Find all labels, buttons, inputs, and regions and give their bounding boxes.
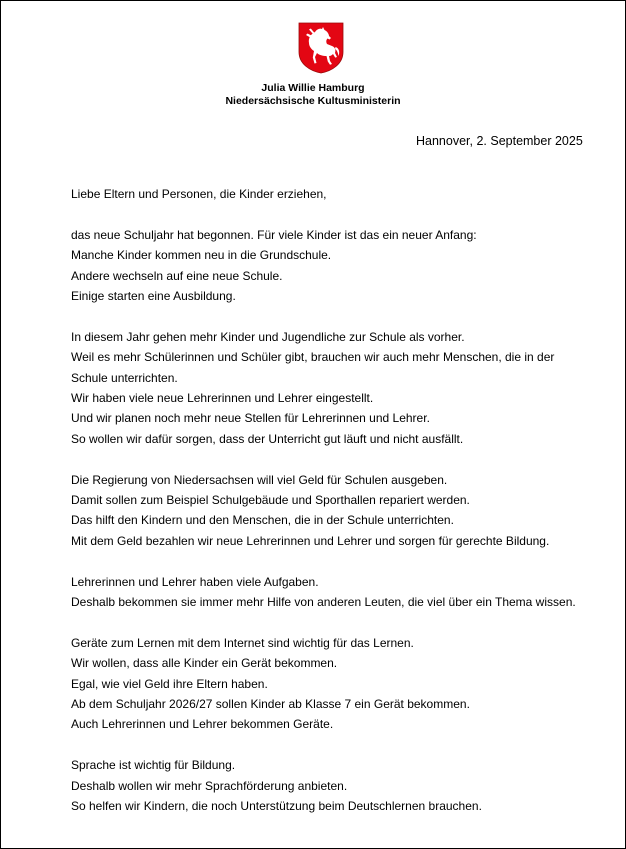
paragraph-line: Deshalb wollen wir mehr Sprachförderung anbieten. — [71, 778, 348, 793]
paragraph-line: Mit dem Geld bezahlen wir neue Lehrerinnen und Lehrer und sorgen für gerechte Bildung. — [71, 533, 550, 548]
paragraph-line: Andere wechseln auf eine neue Schule. — [71, 268, 283, 283]
paragraph-line: Manche Kinder kommen neu in die Grundschule. — [71, 248, 332, 263]
paragraph-line: Sprache ist wichtig für Bildung. — [71, 758, 236, 773]
salutation: Liebe Eltern und Personen, die Kinder erziehen, — [71, 187, 327, 201]
paragraph-line: Wir haben viele neue Lehrerinnen und Lehrer eingestellt. — [71, 391, 374, 406]
paragraph-line: Geräte zum Lernen mit dem Internet sind wichtig für das Lernen. — [71, 635, 414, 650]
lower-saxony-horse-crest-icon — [298, 22, 344, 74]
paragraph-line: Die Regierung von Niedersachsen will viel Geld für Schulen ausgeben. — [71, 472, 448, 487]
paragraph-line: das neue Schuljahr hat begonnen. Für viele Kinder ist das ein neuer Anfang: — [71, 227, 477, 242]
paragraph-line: Egal, wie viel Geld ihre Eltern haben. — [71, 676, 268, 691]
paragraph-line: Ab dem Schuljahr 2026/27 sollen Kinder ab Klasse 7 ein Gerät bekommen. — [71, 697, 470, 712]
paragraph-line: Weil es mehr Schülerinnen und Schüler gibt, brauchen wir auch mehr Menschen, die in der — [71, 350, 555, 365]
paragraph-line: Einige starten eine Ausbildung. — [71, 289, 236, 304]
letter-body — [71, 184, 616, 817]
paragraph-line: Auch Lehrerinnen und Lehrer bekommen Geräte. — [71, 717, 334, 732]
paragraph-line: Schule unterrichten. — [71, 370, 178, 385]
paragraph-line: Das hilft den Kindern und den Menschen, die in der Schule unterrichten. — [71, 513, 454, 528]
letter-date: Hannover, 2. September 2025 — [416, 134, 583, 148]
paragraph-line: Damit sollen zum Beispiel Schulgebäude und Sporthallen repariert werden. — [71, 493, 470, 508]
paragraph-line: Deshalb bekommen sie immer mehr Hilfe von anderen Leuten, die viel über ein Thema wissen. — [71, 595, 576, 610]
paragraph-line: So helfen wir Kindern, die noch Unterstützung beim Deutschlernen brauchen. — [71, 799, 482, 814]
paragraph-line: Und wir planen noch mehr neue Stellen für Lehrerinnen und Lehrer. — [71, 411, 430, 426]
paragraph-line: Wir wollen, dass alle Kinder ein Gerät bekommen. — [71, 656, 338, 671]
paragraph-line: So wollen wir dafür sorgen, dass der Unterricht gut läuft und nicht ausfällt. — [71, 431, 464, 446]
paragraph-line: In diesem Jahr gehen mehr Kinder und Jugendliche zur Schule als vorher. — [71, 329, 465, 344]
paragraph-line: Lehrerinnen und Lehrer haben viele Aufgaben. — [71, 574, 319, 589]
minister-title: Niedersächsische Kultusministerin — [225, 95, 401, 107]
minister-name: Julia Willie Hamburg — [261, 82, 365, 94]
